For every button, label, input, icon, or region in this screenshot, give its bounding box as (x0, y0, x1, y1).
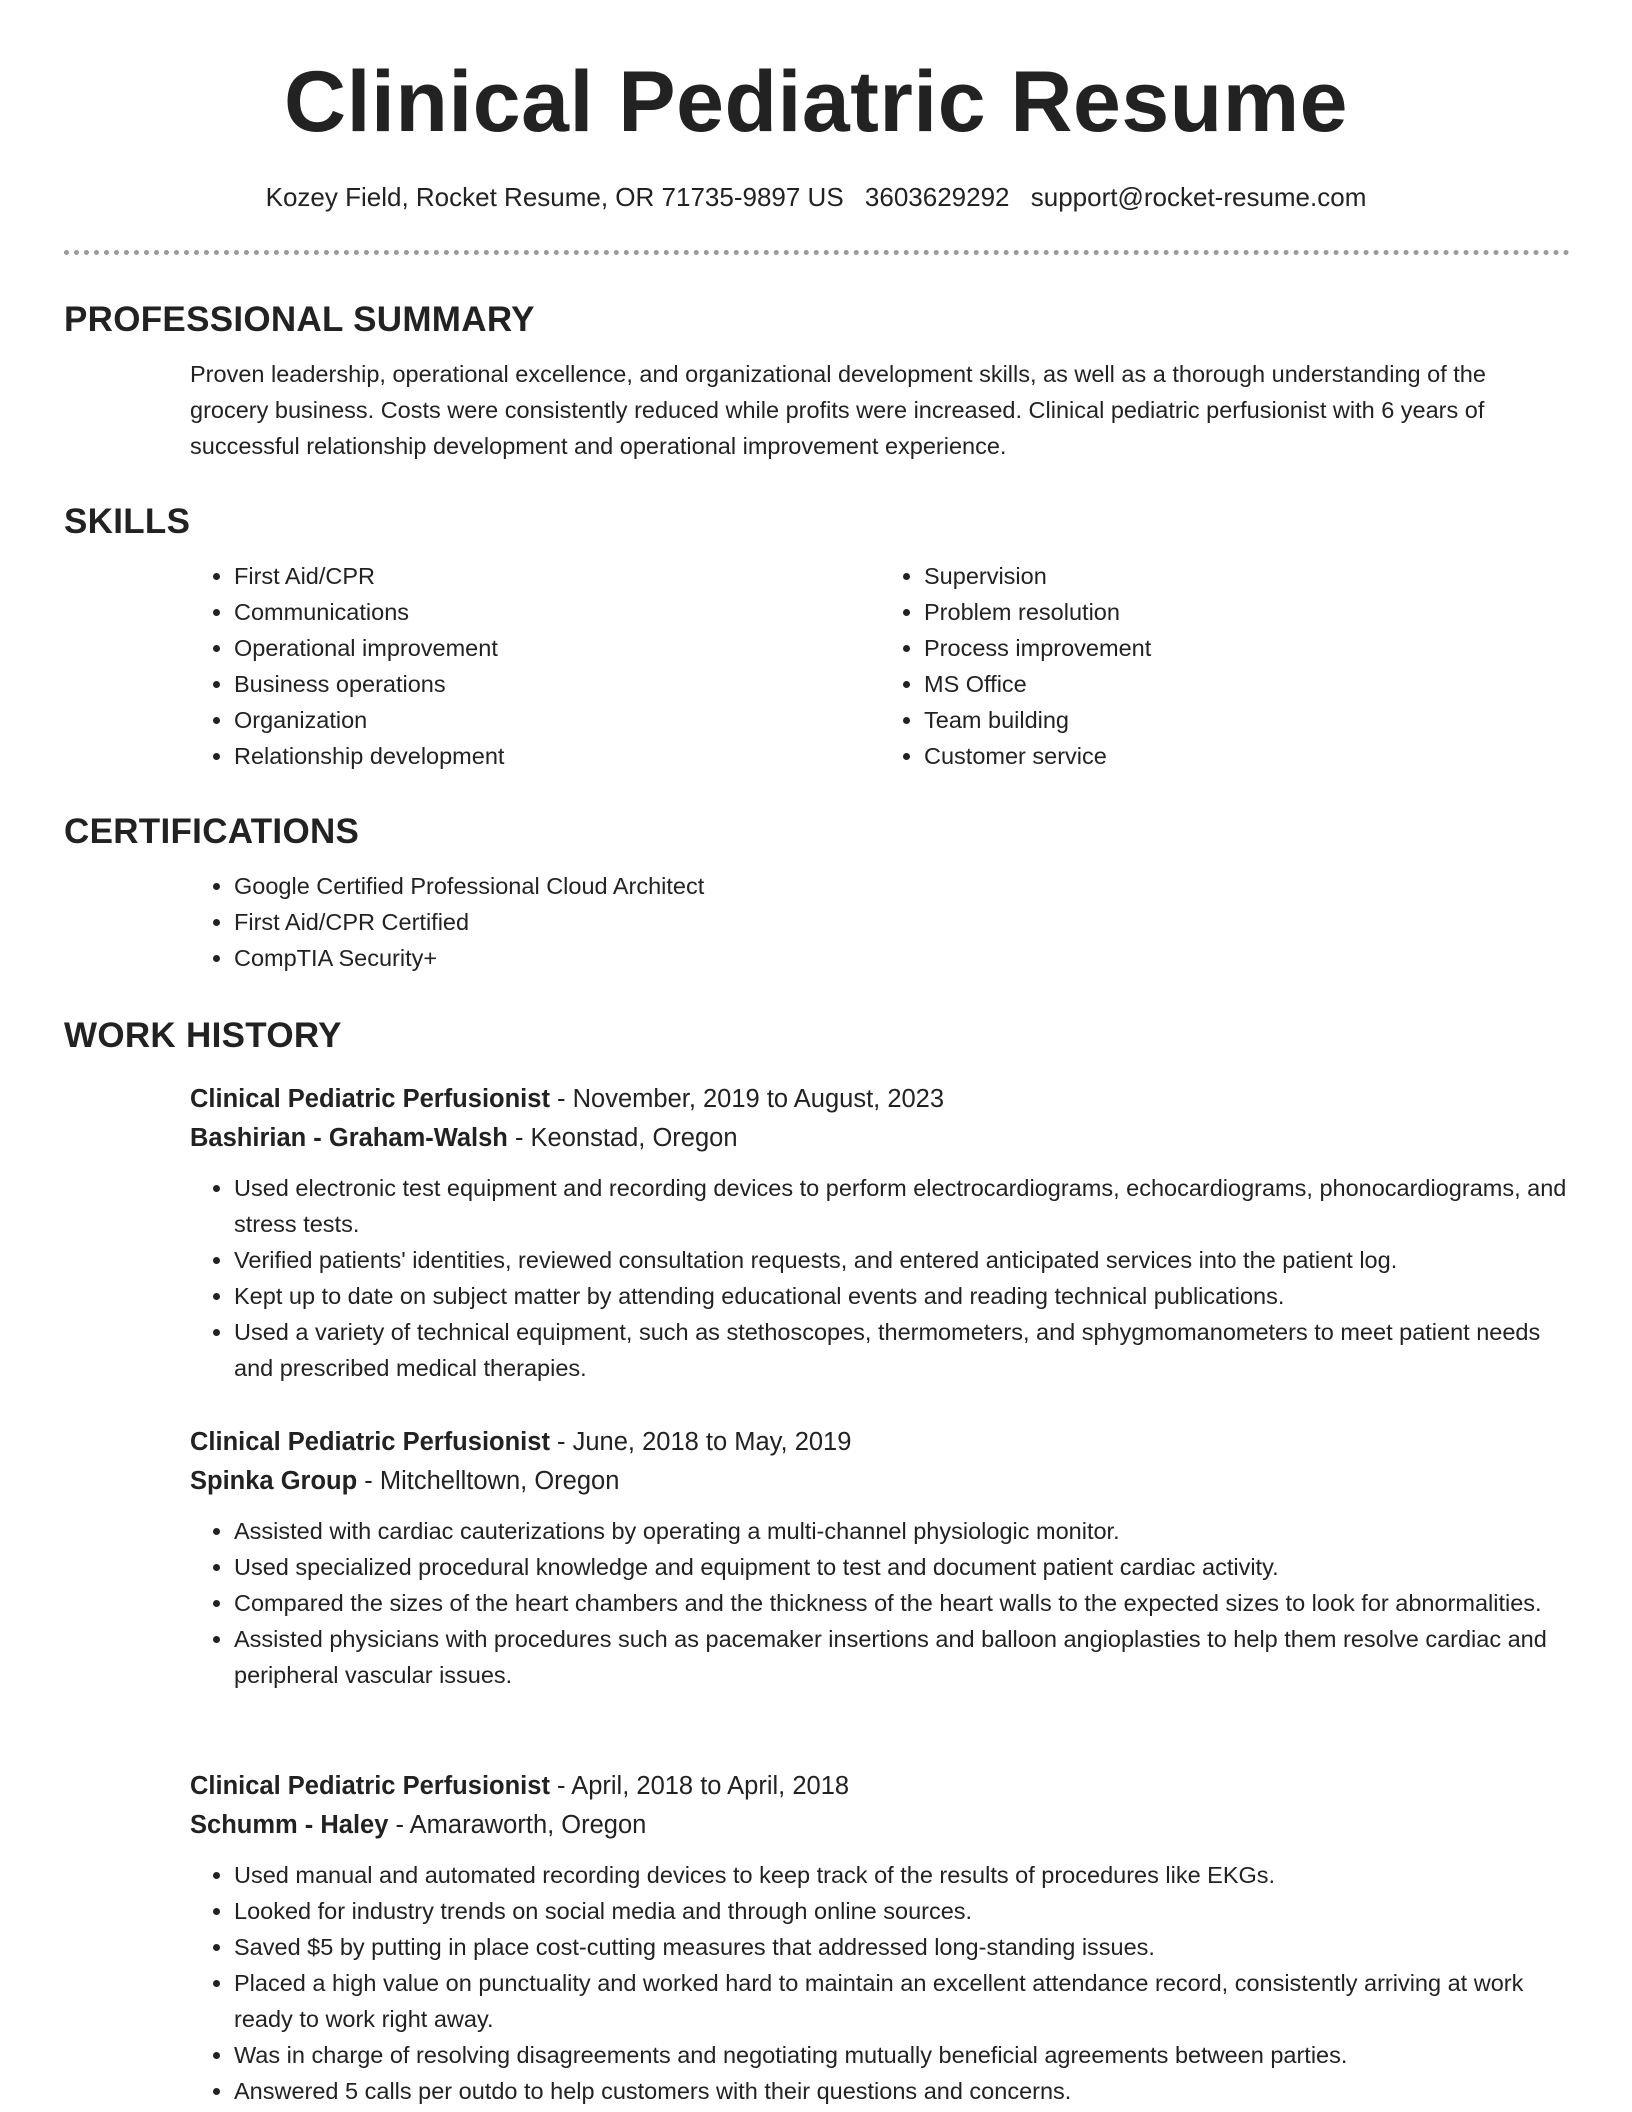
job-title-line (190, 1423, 1570, 1462)
job-dates: - November, 2019 to August, 2023 (549, 1085, 945, 1113)
work-history-heading: WORK HISTORY (64, 1016, 342, 1055)
job-company: Bashirian - Graham-Walsh (190, 1124, 508, 1152)
contact-phone: 3603629292 (864, 182, 1010, 212)
skills-list-left (190, 558, 880, 774)
job-title-line (190, 1767, 1570, 1806)
contact-line (0, 180, 1632, 214)
job-dates: - April, 2018 to April, 2018 (549, 1772, 850, 1800)
job-duty-item: • Compared the sizes of the heart chambers and the thickness of the heart walls to the expected sizes to look for abnormalities. (234, 1585, 1570, 1621)
certifications-section (64, 810, 1570, 976)
job-duty-item: • Used specialized procedural knowledge and equipment to test and document patient cardiac activity. (234, 1549, 1570, 1585)
contact-address: Kozey Field, Rocket Resume, OR 71735-9897 US (265, 182, 844, 212)
certification-item: • CompTIA Security+ (234, 940, 1570, 976)
skill-item: • Customer service (924, 738, 1570, 774)
resume-header (0, 52, 1632, 214)
skills-section (64, 500, 1570, 774)
job-role: Clinical Pediatric Perfusionist (190, 1428, 550, 1456)
job-company-line (190, 1462, 1570, 1501)
job-duty-item: • Assisted with cardiac cauterizations by operating a multi-channel physiologic monitor. (234, 1513, 1570, 1549)
job-duty-item: • Used a variety of technical equipment, such as stethoscopes, thermometers, and sphygmomanometers to meet patient needs and prescribed medical therapies. (234, 1314, 1570, 1386)
resume-title: Clinical Pediatric Resume (283, 54, 1349, 150)
job-entry (64, 1080, 1570, 1386)
certification-item: • First Aid/CPR Certified (234, 904, 1570, 940)
header-divider (64, 250, 1570, 255)
skill-item: • MS Office (924, 666, 1570, 702)
skill-item: • Organization (234, 702, 880, 738)
summary-body (190, 356, 1570, 464)
job-company-line (190, 1119, 1570, 1158)
job-company: Spinka Group (190, 1467, 358, 1495)
job-entry (64, 1423, 1570, 1693)
job-location: - Keonstad, Oregon (507, 1124, 738, 1152)
job-location: - Amaraworth, Oregon (388, 1811, 647, 1839)
job-duty-item: • Assisted physicians with procedures such as pacemaker insertions and balloon angioplasties to help them resolve cardiac and peripheral vascular issues. (234, 1621, 1570, 1693)
skill-item: • Operational improvement (234, 630, 880, 666)
job-entry (64, 1767, 1570, 2109)
job-role: Clinical Pediatric Perfusionist (190, 1085, 550, 1113)
job-body (190, 1767, 1570, 2109)
skill-item: • Relationship development (234, 738, 880, 774)
job-duty-item: • Placed a high value on punctuality and worked hard to maintain an excellent attendance record, consistently arriving at work ready to work right away. (234, 1965, 1570, 2037)
summary-heading: PROFESSIONAL SUMMARY (64, 300, 535, 339)
skills-columns (190, 558, 1570, 774)
job-duty-item: • Verified patients' identities, reviewed consultation requests, and entered anticipated services into the patient log. (234, 1242, 1570, 1278)
job-duties-list (190, 1170, 1570, 1386)
job-duty-item: • Saved $5 by putting in place cost-cutting measures that addressed long-standing issues. (234, 1929, 1570, 1965)
certifications-body (190, 868, 1570, 976)
skills-list-right (880, 558, 1570, 774)
skill-item: • Team building (924, 702, 1570, 738)
skills-heading: SKILLS (64, 502, 191, 541)
job-duty-item: • Looked for industry trends on social media and through online sources. (234, 1893, 1570, 1929)
job-role: Clinical Pediatric Perfusionist (190, 1772, 550, 1800)
job-duties-list (190, 1857, 1570, 2109)
skill-item: • Business operations (234, 666, 880, 702)
job-body (190, 1423, 1570, 1693)
skill-item: • Process improvement (924, 630, 1570, 666)
job-duty-item: • Used manual and automated recording devices to keep track of the results of procedures like EKGs. (234, 1857, 1570, 1893)
job-location: - Mitchelltown, Oregon (357, 1467, 620, 1495)
skill-item: • Supervision (924, 558, 1570, 594)
skill-item: • First Aid/CPR (234, 558, 880, 594)
skill-item: • Problem resolution (924, 594, 1570, 630)
job-duty-item: • Used electronic test equipment and recording devices to perform electrocardiograms, echocardiograms, phonocardiograms, and stress tests. (234, 1170, 1570, 1242)
job-company-line (190, 1806, 1570, 1845)
summary-section (64, 298, 1570, 464)
job-dates: - June, 2018 to May, 2019 (549, 1428, 852, 1456)
skill-item: • Communications (234, 594, 880, 630)
summary-text: Proven leadership, operational excellence, and organizational development skills, as well as a thorough understanding of the grocery business. Costs were consistently reduced while profits were increased. Clinical pediatric perfusionist with 6 years of successful relationship development and operational improvement experience. (190, 361, 1486, 459)
job-duty-item: • Was in charge of resolving disagreements and negotiating mutually beneficial agreements between parties. (234, 2037, 1570, 2073)
job-duty-item: • Kept up to date on subject matter by attending educational events and reading technical publications. (234, 1278, 1570, 1314)
certifications-heading: CERTIFICATIONS (64, 812, 360, 851)
certifications-list (190, 868, 1570, 976)
job-company: Schumm - Haley (190, 1811, 389, 1839)
certification-item: • Google Certified Professional Cloud Architect (234, 868, 1570, 904)
job-body (190, 1080, 1570, 1386)
contact-email: support@rocket-resume.com (1030, 182, 1367, 212)
job-duty-item: • Answered 5 calls per outdo to help customers with their questions and concerns. (234, 2073, 1570, 2109)
job-duties-list (190, 1513, 1570, 1693)
work-history-section (64, 1014, 1570, 1058)
job-title-line (190, 1080, 1570, 1119)
